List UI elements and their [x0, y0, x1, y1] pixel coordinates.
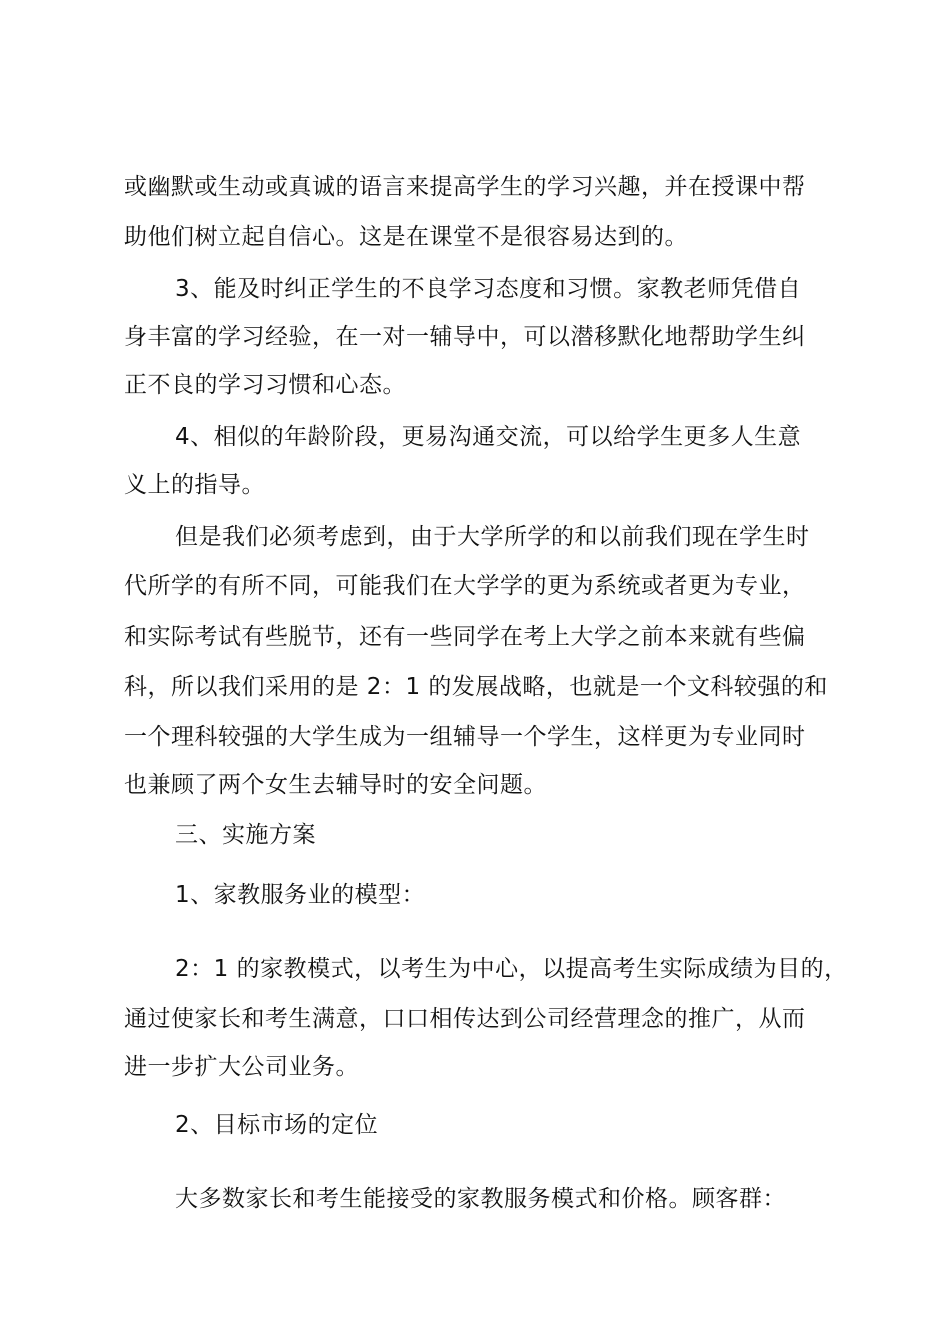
subsection-heading: 2、目标市场的定位 — [175, 1112, 379, 1138]
paragraph-line: 和实际考试有些脱节，还有一些同学在考上大学之前本来就有些偏 — [124, 624, 806, 650]
paragraph-line: 义上的指导。 — [124, 472, 265, 498]
subsection-heading: 1、家教服务业的模型： — [175, 882, 426, 908]
paragraph-line: 2：1 的家教模式，以考生为中心，以提高考生实际成绩为目的， — [175, 956, 848, 982]
paragraph-line: 身丰富的学习经验，在一对一辅导中，可以潜移默化地帮助学生纠 — [124, 324, 806, 350]
paragraph-line: 代所学的有所不同，可能我们在大学学的更为系统或者更为专业， — [124, 573, 806, 599]
paragraph-line: 3、能及时纠正学生的不良学习态度和习惯。家教老师凭借自 — [175, 276, 802, 302]
paragraph-line: 一个理科较强的大学生成为一组辅导一个学生，这样更为专业同时 — [124, 724, 806, 750]
paragraph-line: 但是我们必须考虑到，由于大学所学的和以前我们现在学生时 — [175, 524, 810, 550]
paragraph-line: 助他们树立起自信心。这是在课堂不是很容易达到的。 — [124, 224, 688, 250]
paragraph-line: 也兼顾了两个女生去辅导时的安全问题。 — [124, 772, 547, 798]
paragraph-line: 科，所以我们采用的是 2：1 的发展战略，也就是一个文科较强的和 — [124, 674, 828, 700]
paragraph-line: 通过使家长和考生满意，口口相传达到公司经营理念的推广，从而 — [124, 1006, 806, 1032]
paragraph-line: 大多数家长和考生能接受的家教服务模式和价格。顾客群： — [175, 1186, 786, 1212]
paragraph-line: 进一步扩大公司业务。 — [124, 1054, 359, 1080]
paragraph-line: 正不良的学习习惯和心态。 — [124, 372, 406, 398]
section-heading: 三、实施方案 — [175, 822, 316, 848]
paragraph-line: 4、相似的年龄阶段，更易沟通交流，可以给学生更多人生意 — [175, 424, 802, 450]
paragraph-line: 或幽默或生动或真诚的语言来提高学生的学习兴趣，并在授课中帮 — [124, 174, 806, 200]
